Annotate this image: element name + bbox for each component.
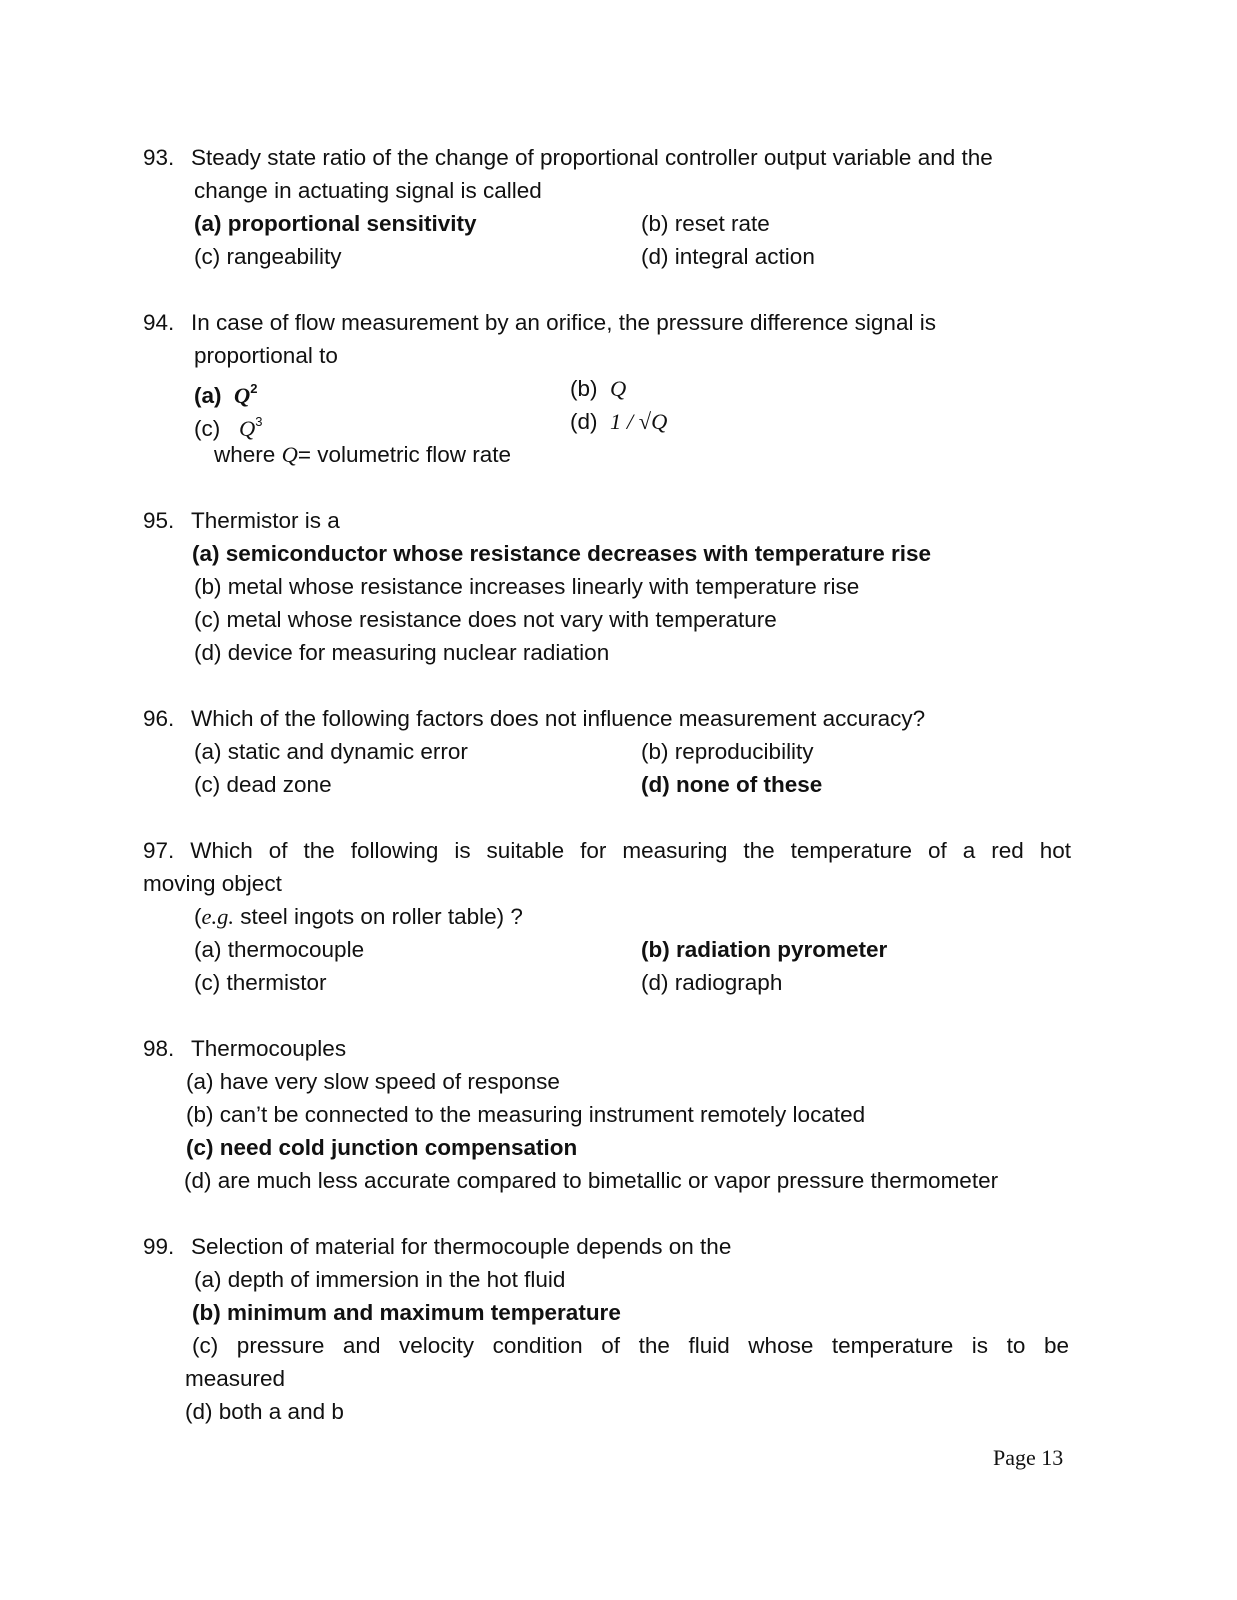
question-text: Thermistor is a: [191, 508, 340, 533]
question-number: 96.: [143, 706, 175, 731]
page-number: Page 13: [993, 1445, 1064, 1470]
option-c-continued: measured: [185, 1366, 286, 1391]
option-a-answer: (a) semiconductor whose resistance decreases with temperature rise: [192, 541, 932, 566]
option-b: (b) metal whose resistance increases linearly with temperature rise: [194, 574, 860, 599]
option-d: (d) both a and b: [185, 1399, 344, 1424]
option-a: (a) have very slow speed of response: [186, 1069, 560, 1094]
option-b-answer: (b) radiation pyrometer: [641, 937, 888, 962]
option-d-answer: (d) none of these: [641, 772, 823, 797]
option-d: (d) radiograph: [641, 970, 783, 995]
option-c: (c) pressure and velocity condition of the fluid whose temperature is to be: [192, 1333, 1069, 1358]
option-b: (b) reset rate: [641, 211, 770, 236]
variable-note: [214, 442, 511, 468]
variable: Q: [234, 383, 251, 408]
note-text: = volumetric flow rate: [297, 442, 512, 467]
question-number: 95.: [143, 508, 175, 533]
expression: 1 / √Q: [610, 409, 668, 434]
option-label: (b): [570, 376, 598, 401]
option-c: [194, 409, 263, 442]
exponent: 2: [250, 381, 258, 396]
variable: Q: [610, 376, 627, 401]
question-text: [194, 904, 523, 930]
note-text: where: [214, 442, 276, 467]
option-label: (a): [194, 383, 222, 408]
option-c: (c) dead zone: [194, 772, 332, 797]
question-text: moving object: [143, 871, 282, 896]
question-number: 98.: [143, 1036, 175, 1061]
variable: Q: [281, 442, 298, 467]
option-b: (b) can’t be connected to the measuring instrument remotely located: [186, 1102, 866, 1127]
text: (: [194, 904, 202, 929]
option-b: [570, 376, 626, 402]
option-d: (d) device for measuring nuclear radiation: [194, 640, 610, 665]
option-a-answer: (a) proportional sensitivity: [194, 211, 477, 236]
question-text: In case of flow measurement by an orifice, the pressure difference signal is: [191, 310, 936, 335]
option-a: (a) thermocouple: [194, 937, 365, 962]
option-c: (c) metal whose resistance does not vary with temperature: [194, 607, 777, 632]
option-c: (c) rangeability: [194, 244, 342, 269]
question-number: 93.: [143, 145, 175, 170]
exponent: 3: [255, 414, 263, 429]
question-text: 97. Which of the following is suitable for measuring the temperature of a red hot: [143, 838, 1071, 863]
text: steel ingots on roller table) ?: [234, 904, 523, 929]
question-text: proportional to: [194, 343, 338, 368]
question-text: Selection of material for thermocouple depends on the: [191, 1234, 732, 1259]
option-label: (c): [194, 416, 221, 441]
question-text: Thermocouples: [191, 1036, 347, 1061]
question-number: 94.: [143, 310, 175, 335]
question-text: Steady state ratio of the change of proportional controller output variable and the: [191, 145, 993, 170]
variable: Q: [239, 416, 256, 441]
option-d: [570, 409, 667, 435]
option-a: (a) depth of immersion in the hot fluid: [194, 1267, 566, 1292]
question-number: 99.: [143, 1234, 175, 1259]
option-a: (a) static and dynamic error: [194, 739, 468, 764]
question-text: Which of the following factors does not influence measurement accuracy?: [191, 706, 926, 731]
option-d: (d) integral action: [641, 244, 815, 269]
option-c-answer: (c) need cold junction compensation: [186, 1135, 578, 1160]
option-a-answer: [194, 376, 258, 409]
option-b-answer: (b) minimum and maximum temperature: [192, 1300, 621, 1325]
option-label: (d): [570, 409, 598, 434]
option-c: (c) thermistor: [194, 970, 327, 995]
option-d: (d) are much less accurate compared to bimetallic or vapor pressure thermometer: [184, 1168, 999, 1193]
question-text: change in actuating signal is called: [194, 178, 542, 203]
option-b: (b) reproducibility: [641, 739, 814, 764]
text: e.g.: [201, 904, 234, 929]
